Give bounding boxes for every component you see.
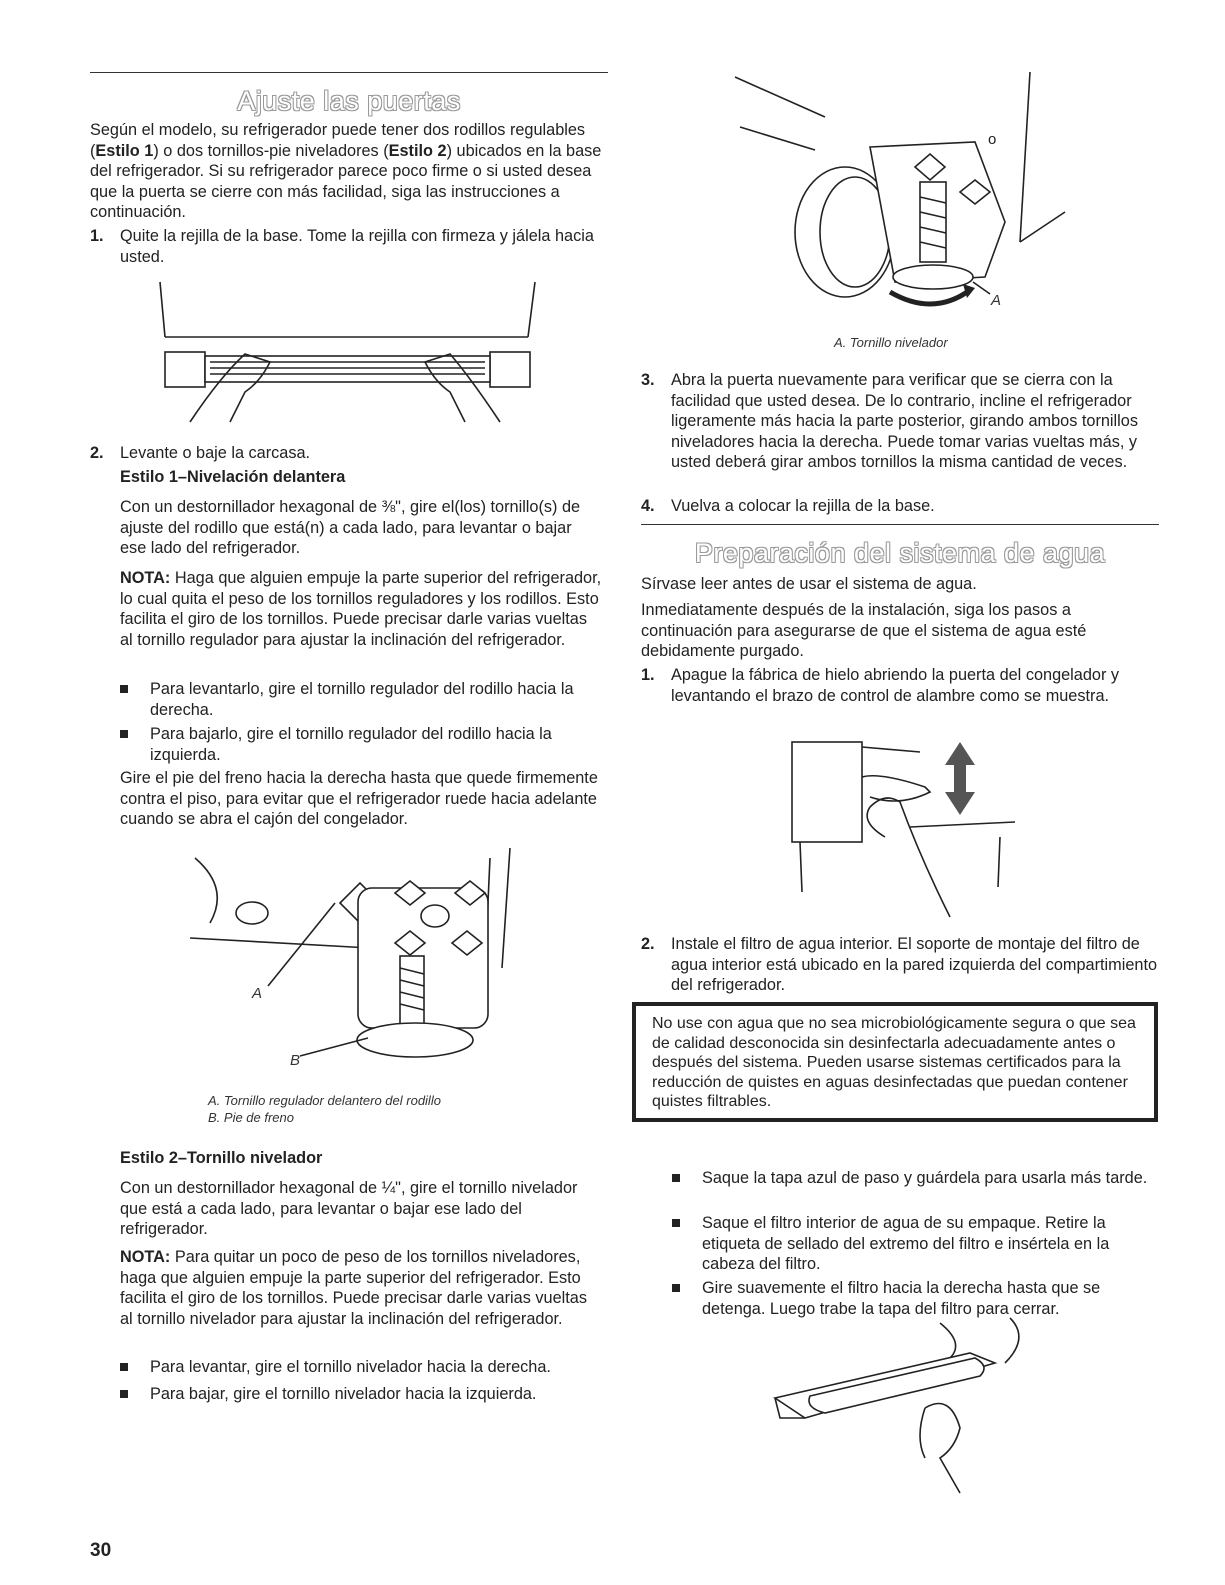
step-4: 4. Vuelva a colocar la rejilla de la base. xyxy=(641,497,935,515)
section-title-agua: Preparación del sistema de agua xyxy=(694,538,1106,568)
bullet-unpack-filter: Saque el filtro interior de agua de su empaque. Retire la etiqueta de sellado del extremo del filtro e insértela en la cabeza del filtro. xyxy=(672,1213,1160,1275)
fig-leveling-caption: A. Tornillo nivelador xyxy=(834,335,948,350)
fig2-label-a: A xyxy=(252,985,263,1002)
style2-heading: Estilo 2–Tornillo nivelador xyxy=(120,1149,323,1167)
water-intro-paragraph: Inmediatamente después de la instalación, siga los pasos a continuación para asegurarse de que el sistema de agua esté debidamente purgado. xyxy=(641,601,1087,660)
water-step-1: 1. Apague la fábrica de hielo abriendo la puerta del congelador y levantando el brazo de control de alambre como se muestra. xyxy=(641,666,1120,705)
water-warning-box: No use con agua que no sea microbiológicamente segura o que sea de calidad desconocida sin desinfectarla adecuadamente antes o después del sistema. Pueden usarse sistemas certificados para la reducción de quistes en aguas desinfectadas que puedan contener quistes filtrables. xyxy=(632,1002,1158,1122)
section-title-ajuste: Ajuste las puertas xyxy=(237,86,461,116)
bullet-raise-roller: Para levantarlo, gire el tornillo regulador del rodillo hacia la derecha. xyxy=(120,679,602,720)
bullet-lower-screw: Para bajar, gire el tornillo nivelador hacia la izquierda. xyxy=(120,1384,602,1405)
icemaker-arm-illustration xyxy=(790,737,1030,917)
grille-removal-illustration xyxy=(150,282,540,432)
bullet-raise-screw: Para levantar, gire el tornillo nivelador hacia la derecha. xyxy=(120,1357,602,1378)
water-step-2: 2. Instale el filtro de agua interior. El soporte de montaje del filtro de agua interior está ubicado en la pared izquierda del compartimiento del refrigerador. xyxy=(641,935,1158,994)
style1-paragraph: Con un destornillador hexagonal de ⅜", gire el(los) tornillo(s) de ajuste del rodillo que está(n) a cada lado, para levantar o bajar ese lado del refrigerador. xyxy=(120,498,581,557)
fig-leveling-label-a: A xyxy=(991,292,1002,309)
bullet-lower-roller: Para bajarlo, gire el tornillo regulador del rodillo hacia la izquierda. xyxy=(120,724,602,765)
roller-brake-illustration xyxy=(190,848,530,1068)
step-1: 1. Quite la rejilla de la base. Tome la rejilla con firmeza y jálela hacia usted. xyxy=(90,227,594,266)
page-number: 30 xyxy=(90,1540,112,1561)
top-rule-right xyxy=(641,524,1159,525)
fig2-caption: A. Tornillo regulador delantero del rodillo B. Pie de freno xyxy=(208,1093,441,1125)
leveling-screw-illustration xyxy=(735,72,1065,317)
top-rule-left xyxy=(90,72,608,73)
note1-paragraph: NOTA: Haga que alguien empuje la parte superior del refrigerador, lo cual quita el peso de los tornillos reguladores y los rodillos. Esto facilita el giro de los tornillos. Puede precisar darle varias vueltas al tornillo regulador para ajustar la inclinación del refrigerador. xyxy=(120,569,602,649)
brake-paragraph: Gire el pie del freno hacia la derecha hasta que quede firmemente contra el piso, para evitar que el refrigerador ruede hacia adelante cuando se abra el cajón del congelador. xyxy=(120,769,598,828)
note2-paragraph: NOTA: Para quitar un poco de peso de los tornillos niveladores, haga que alguien empuje la parte superior del refrigerador. Esto facilita el giro de los tornillos. Puede precisar darle varias vueltas al tornillo nivelador para ajustar la inclinación del refrigerador. xyxy=(120,1248,587,1328)
step-2: 2. Levante o baje la carcasa. xyxy=(90,444,311,462)
filter-installation-illustration xyxy=(775,1318,1045,1498)
svg-text:o: o xyxy=(988,131,997,148)
style1-heading: Estilo 1–Nivelación delantera xyxy=(120,468,346,486)
style2-paragraph: Con un destornillador hexagonal de ¼", gire el tornillo nivelador que está a cada lado, para levantar o bajar ese lado del refrigerador. xyxy=(120,1179,578,1238)
fig2-label-b: B xyxy=(290,1052,301,1069)
bullet-blue-cap: Saque la tapa azul de paso y guárdela para usarla más tarde. xyxy=(672,1168,1160,1189)
bullet-turn-filter: Gire suavemente el filtro hacia la derecha hasta que se detenga. Luego trabe la tapa del filtro para cerrar. xyxy=(672,1278,1160,1319)
water-read-paragraph: Sírvase leer antes de usar el sistema de agua. xyxy=(641,575,977,593)
step-3: 3. Abra la puerta nuevamente para verificar que se cierra con la facilidad que usted desea. De lo contrario, incline el refrigerador ligeramente más hacia la parte posterior, girando ambos tornillos niveladores hacia la derecha. Puede tomar varias vueltas más, y usted deberá girar ambos tornillos la misma cantidad de veces. xyxy=(641,371,1138,471)
intro-paragraph: Según el modelo, su refrigerador puede tener dos rodillos regulables (Estilo 1) o dos tornillos-pie niveladores (Estilo 2) ubicados en la base del refrigerador. Si su refrigerador parece poco firme o si usted desea que la puerta se cierre con más facilidad, siga las instrucciones a continuación. xyxy=(90,121,602,221)
